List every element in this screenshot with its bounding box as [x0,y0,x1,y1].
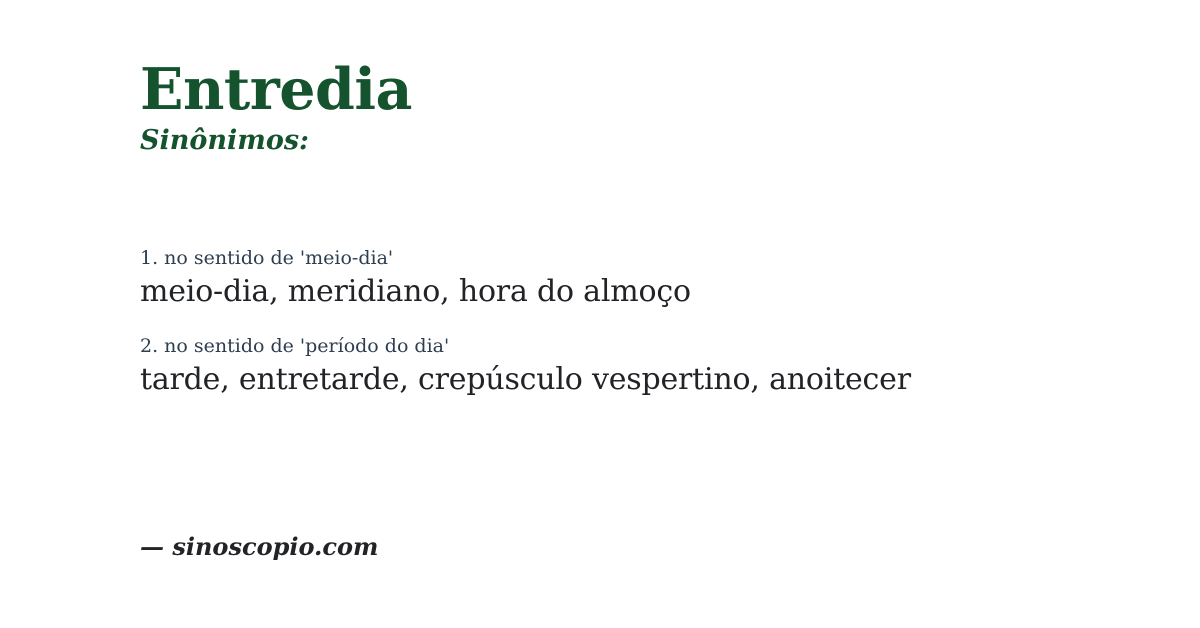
sense-1-label: 1. no sentido de 'meio-dia' [140,247,394,269]
sense-1-synonyms: meio-dia, meridiano, hora do almoço [140,273,691,309]
sense-2-label: 2. no sentido de 'período do dia' [140,335,450,357]
sense-block-2 [140,335,911,398]
site-attribution: — sinoscopio.com [140,532,379,561]
synonyms-subtitle: Sinônimos: [140,124,310,156]
word-title: Entredia [140,56,412,123]
sense-block-1 [140,247,691,310]
card-header [140,58,412,156]
sense-2-synonyms: tarde, entretarde, crepúsculo vespertino, anoitecer [140,361,911,397]
